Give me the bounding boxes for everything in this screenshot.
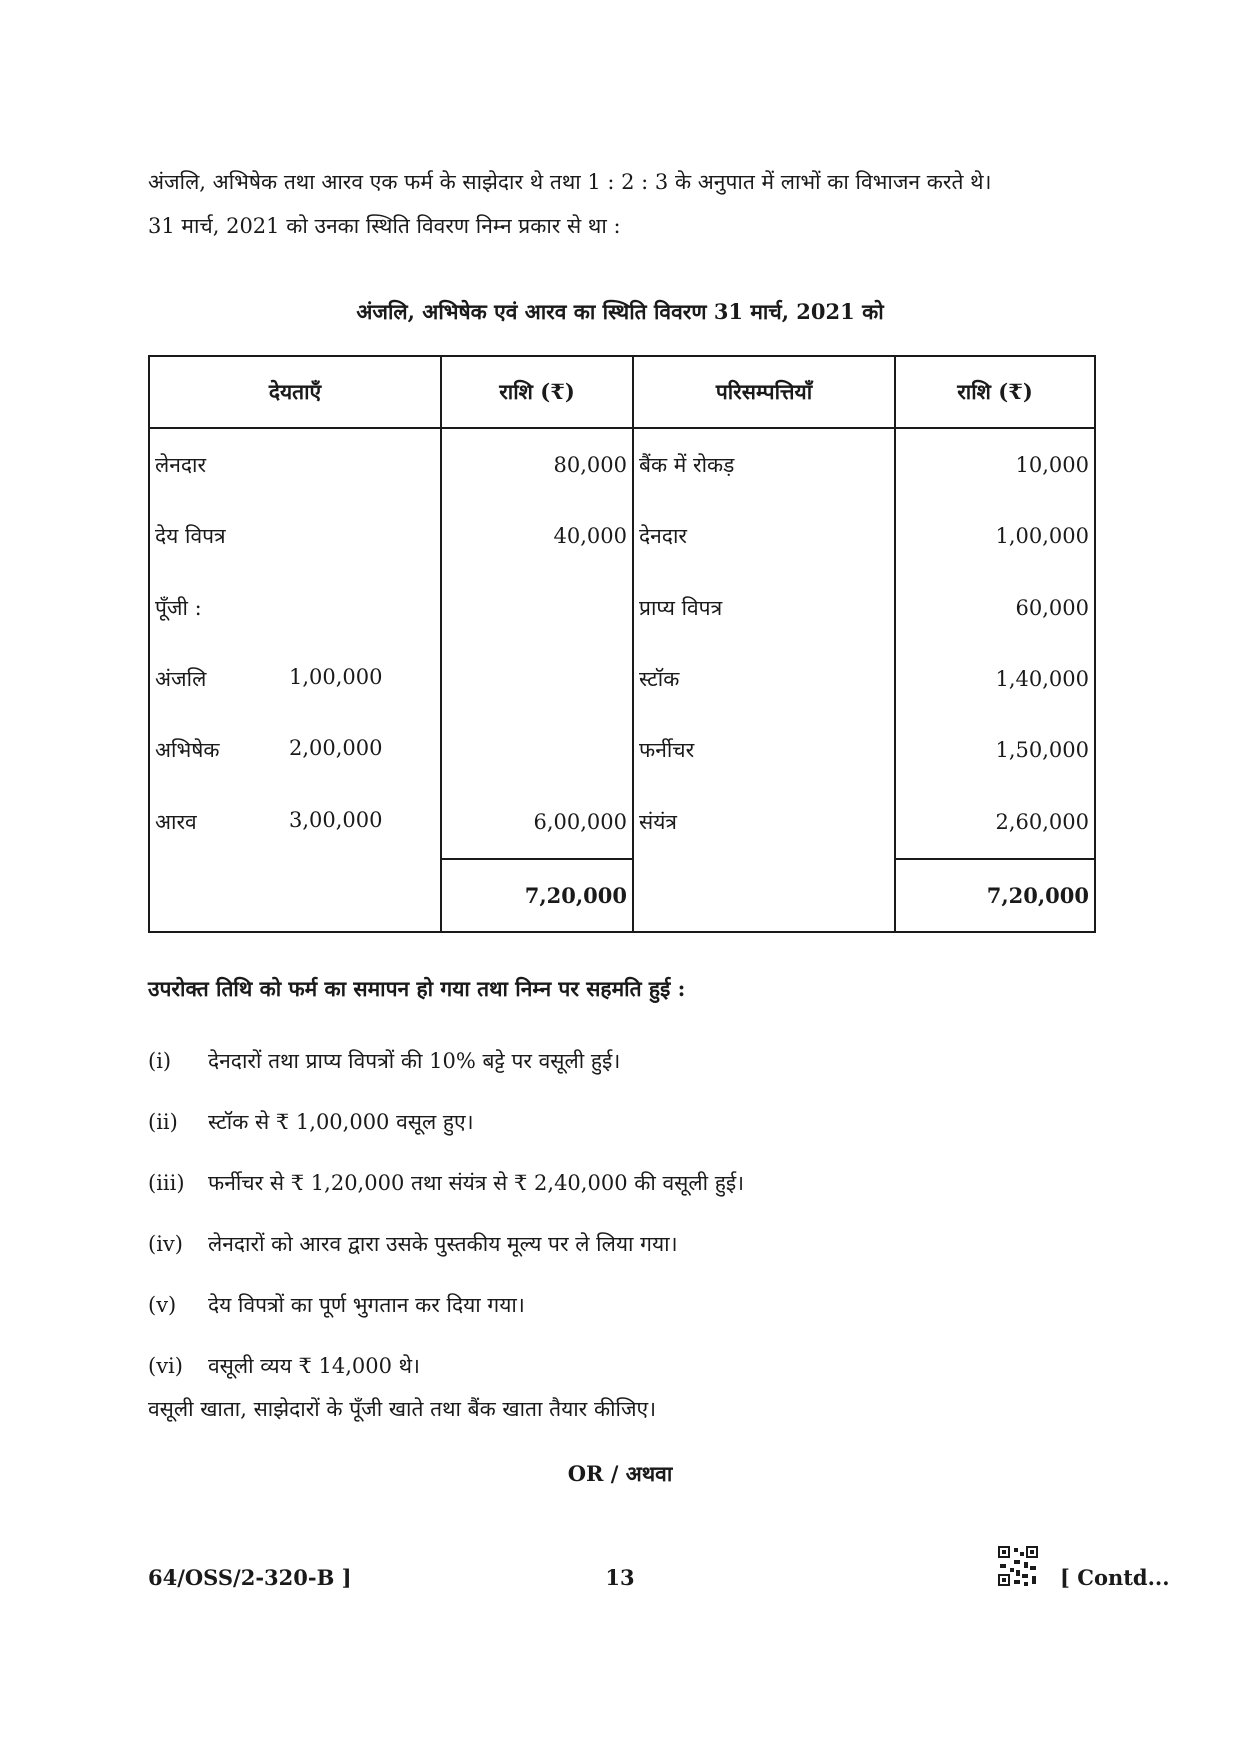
liability-amount	[441, 643, 633, 714]
list-item	[148, 1274, 1098, 1335]
header-amount-assets: राशि (₹)	[895, 356, 1095, 428]
liability-name: अंजलि	[155, 666, 207, 691]
asset-amount: 1,50,000	[895, 715, 1095, 786]
header-liabilities: देयताएँ	[149, 356, 441, 428]
table-row	[149, 715, 1095, 786]
item-number: (iv)	[148, 1231, 183, 1256]
list-item	[148, 1152, 1098, 1213]
balance-sheet-table	[148, 355, 1096, 933]
asset-name: स्टॉक	[633, 643, 895, 714]
total-liabilities: 7,20,000	[441, 859, 633, 932]
asset-name: फर्नीचर	[633, 715, 895, 786]
liability-name: आरव	[155, 810, 197, 835]
total-blank-assets	[633, 859, 895, 932]
list-item	[148, 1091, 1098, 1152]
item-text: स्टॉक से ₹ 1,00,000 वसूल हुए।	[208, 1109, 474, 1134]
table-header-row	[149, 356, 1095, 428]
liability-sub-amount: 2,00,000	[289, 736, 383, 761]
continued-label: [ Contd...	[1060, 1565, 1170, 1590]
list-item	[148, 1213, 1098, 1274]
intro-paragraph	[148, 160, 1098, 248]
liability-amount: 40,000	[441, 500, 633, 571]
liability-name: अभिषेक	[155, 738, 220, 763]
list-item	[148, 1030, 1098, 1091]
intro-line-2: 31 मार्च, 2021 को उनका स्थिति विवरण निम्न प्रकार से था :	[148, 214, 621, 238]
asset-amount: 2,60,000	[895, 786, 1095, 858]
liability-amount	[441, 572, 633, 643]
intro-line-1: अंजलि, अभिषेक तथा आरव एक फर्म के साझेदार थे तथा 1 : 2 : 3 के अनुपात में लाभों का विभाजन करते थे।	[148, 170, 992, 194]
table-total-row	[149, 859, 1095, 932]
qr-code-icon	[998, 1546, 1038, 1586]
question-instruction: वसूली खाता, साझेदारों के पूँजी खाते तथा बैंक खाता तैयार कीजिए।	[148, 1397, 657, 1421]
table-row	[149, 572, 1095, 643]
table-row	[149, 643, 1095, 714]
paper-code: 64/OSS/2-320-B ]	[148, 1565, 352, 1590]
asset-name: प्राप्य विपत्र	[633, 572, 895, 643]
liability-amount: 6,00,000	[441, 786, 633, 858]
item-text: लेनदारों को आरव द्वारा उसके पुस्तकीय मूल्य पर ले लिया गया।	[208, 1231, 678, 1256]
header-assets: परिसम्पत्तियाँ	[633, 356, 895, 428]
total-assets: 7,20,000	[895, 859, 1095, 932]
agreement-heading: उपरोक्त तिथि को फर्म का समापन हो गया तथा निम्न पर सहमति हुई :	[148, 976, 686, 1001]
liability-name: लेनदार	[155, 452, 207, 477]
asset-name: संयंत्र	[633, 786, 895, 858]
item-number: (vi)	[148, 1353, 183, 1378]
item-number: (v)	[148, 1292, 177, 1317]
liability-sub-amount: 1,00,000	[289, 664, 383, 689]
item-text: फर्नीचर से ₹ 1,20,000 तथा संयंत्र से ₹ 2,40,000 की वसूली हुई।	[208, 1170, 745, 1195]
asset-name: देनदार	[633, 500, 895, 571]
item-text: देनदारों तथा प्राप्य विपत्रों की 10% बट्टे पर वसूली हुई।	[208, 1048, 621, 1073]
asset-amount: 10,000	[895, 428, 1095, 500]
item-number: (iii)	[148, 1170, 185, 1195]
asset-amount: 1,00,000	[895, 500, 1095, 571]
agreement-list	[148, 1030, 1098, 1396]
asset-name: बैंक में रोकड़	[633, 428, 895, 500]
item-number: (ii)	[148, 1109, 178, 1134]
asset-amount: 1,40,000	[895, 643, 1095, 714]
liability-name: पूँजी :	[155, 595, 202, 620]
item-number: (i)	[148, 1048, 172, 1073]
item-text: वसूली व्यय ₹ 14,000 थे।	[208, 1353, 421, 1378]
total-blank-liabilities	[149, 859, 441, 932]
or-separator: OR / अथवा	[567, 1461, 673, 1486]
liability-name: देय विपत्र	[155, 524, 226, 549]
asset-amount: 60,000	[895, 572, 1095, 643]
table-row	[149, 428, 1095, 500]
list-item	[148, 1335, 1098, 1396]
header-amount-liabilities: राशि (₹)	[441, 356, 633, 428]
liability-amount: 80,000	[441, 428, 633, 500]
table-row	[149, 786, 1095, 858]
balance-sheet-title: अंजलि, अभिषेक एवं आरव का स्थिति विवरण 31 मार्च, 2021 को	[356, 299, 884, 324]
table-row	[149, 500, 1095, 571]
page-number: 13	[605, 1565, 635, 1590]
liability-sub-amount: 3,00,000	[289, 808, 383, 833]
liability-amount	[441, 715, 633, 786]
item-text: देय विपत्रों का पूर्ण भुगतान कर दिया गया।	[208, 1292, 525, 1317]
